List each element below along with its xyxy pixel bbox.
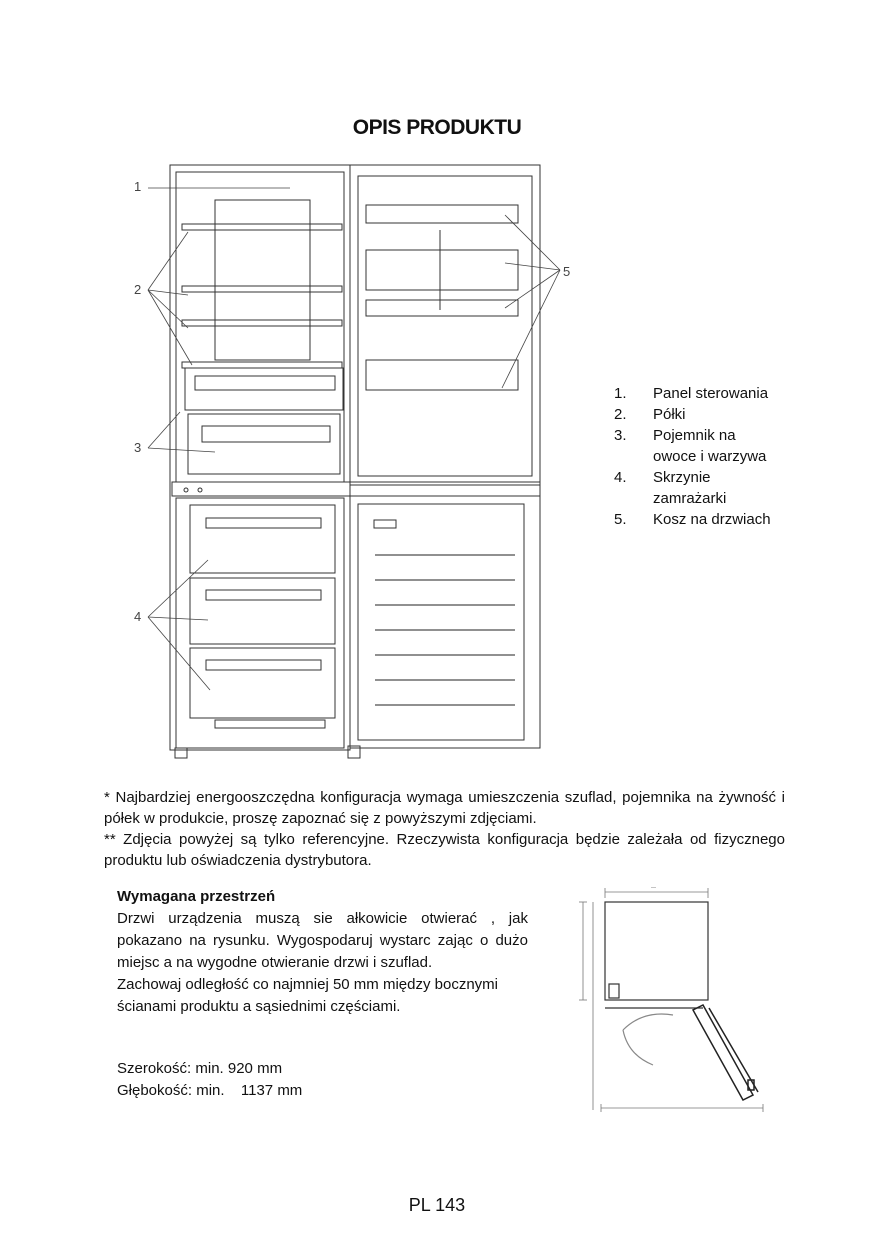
legend-text: Półki xyxy=(653,406,686,423)
required-space-section xyxy=(117,886,528,1018)
legend-text: Pojemnik na owoce i warzywa xyxy=(653,427,767,465)
section-heading: Wymagana przestrzeń xyxy=(117,888,276,905)
fridge-diagram xyxy=(130,160,570,765)
depth-row xyxy=(117,1080,302,1102)
space-paragraph-doors: Drzwi urządzenia muszą sie ałkowicie otwierać , jak pokazano na rysunku. Wygospodaruj wystarc zając o dużo miejsc a na wygodne otwieranie drzwi i szuflad. xyxy=(117,910,528,971)
legend-text: Skrzynie zamrażarki xyxy=(653,469,727,507)
parts-legend xyxy=(614,383,783,530)
legend-text: Panel sterowania xyxy=(653,385,769,402)
legend-item xyxy=(614,425,783,467)
width-value: 920 mm xyxy=(227,1060,283,1077)
width-row xyxy=(117,1058,302,1080)
legend-item xyxy=(614,467,783,509)
legend-number: 1. xyxy=(614,385,627,402)
svg-text:—: — xyxy=(651,885,656,891)
notes xyxy=(104,787,785,871)
width-label: Szerokość: min. xyxy=(117,1060,224,1077)
legend-number: 3. xyxy=(614,427,627,444)
depth-value: 1137 mm xyxy=(240,1082,303,1099)
space-paragraph-clearance: Zachowaj odległość co najmniej 50 mm między bocznymi ścianami produktu a sąsiednimi częściami. xyxy=(117,976,498,1015)
legend-item xyxy=(614,509,783,530)
figure-label-3: 3 xyxy=(134,440,142,455)
note-energy: * Najbardziej energooszczędna konfiguracja wymaga umieszczenia szuflad, pojemnika na żywność i półek w produkcie, proszę zapoznać się z powyższymi zdjęciami. xyxy=(104,789,785,827)
page-number: PL 143 xyxy=(408,1195,466,1215)
legend-item xyxy=(614,383,783,404)
clearance-diagram xyxy=(553,880,773,1120)
legend-number: 5. xyxy=(614,511,627,528)
note-reference: ** Zdjęcia powyżej są tylko referencyjne. Rzeczywista konfiguracja będzie zależała od fizycznego produktu lub oświadczenia dystrybutora. xyxy=(104,831,785,869)
legend-item xyxy=(614,404,783,425)
legend-number: 4. xyxy=(614,469,627,486)
figure-label-2: 2 xyxy=(134,282,142,297)
legend-number: 2. xyxy=(614,406,627,423)
figure-label-1: 1 xyxy=(134,179,142,194)
figure-label-4: 4 xyxy=(134,609,142,624)
legend-text: Kosz na drzwiach xyxy=(653,511,771,528)
page-title: OPIS PRODUKTU xyxy=(352,116,522,139)
figure-label-5: 5 xyxy=(563,264,570,279)
depth-label: Głębokość: min. xyxy=(117,1082,225,1099)
dimensions xyxy=(117,1058,302,1102)
